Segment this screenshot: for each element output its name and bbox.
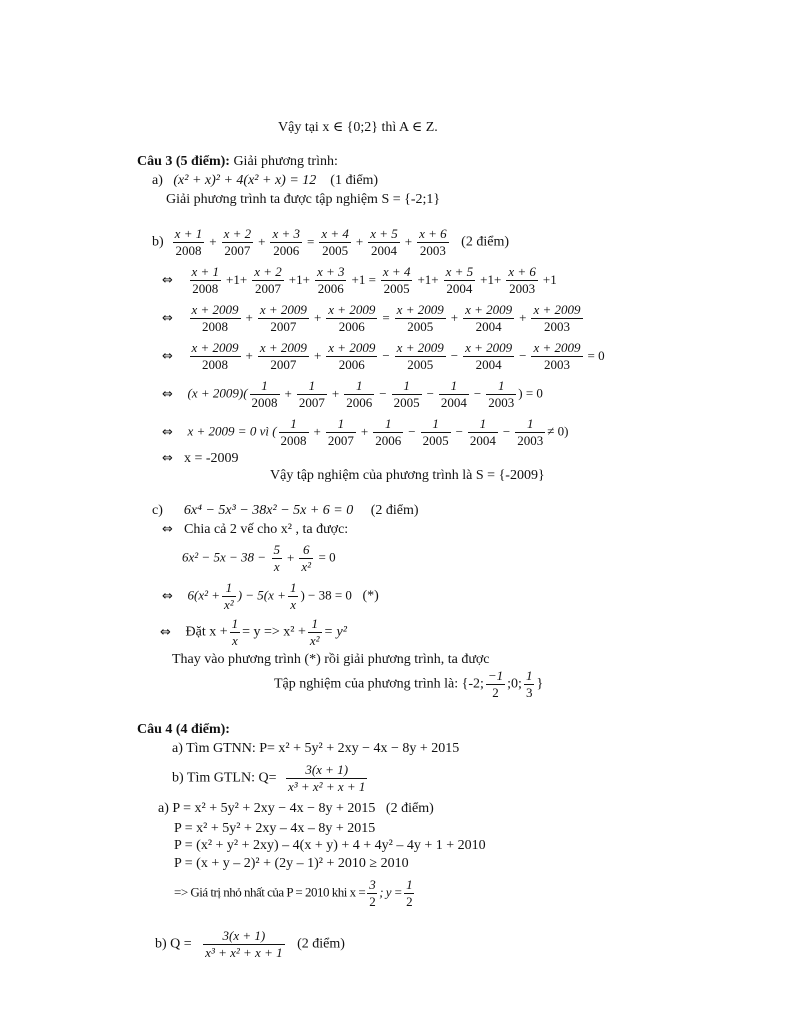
q3c-equation: 6x⁴ − 5x³ − 38x² − 5x + 6 = 0	[183, 503, 354, 518]
q3c-substitute: Thay vào phương trình (*) rồi giải phương trình, ta được	[172, 652, 490, 667]
q3a-result: Giải phương trình ta được tập nghiệm S = {-2;1}	[166, 192, 441, 207]
q4a-line-2: P = (x² + y² + 2xy) – 4(x + y) + 4 + 4y² – 4y + 1 + 2010	[174, 838, 486, 853]
q3c-step-2: ⇔ 6(x² + $\frac{1}{\text{x²}}$ ) − 5(x + $\frac{1}{x}$ ) − 38 = 0 (*)	[162, 580, 379, 612]
fraction: $\frac{x + 1}{2008}$	[174, 226, 203, 258]
fraction: $\frac{x + 4}{2005}$	[321, 226, 349, 258]
q3b-label: b)	[152, 234, 164, 250]
q3a-label: a)	[152, 173, 163, 188]
q4a-min-line: => Giá trị nhỏ nhất của P = 2010 khi x = $\frac{3}{2}$ ; y = $\frac{1}{2}$	[174, 877, 413, 909]
q3b-conclusion: Vậy tập nghiệm của phương trình là S = {-2009}	[270, 468, 545, 483]
q3b-points: (2 điểm)	[461, 234, 509, 250]
q3b-step-3: ⇔ $\frac{x + 2009}{2008}$ + $\frac{x + 2009}{2007}$ + $\frac{x + 2009}{2006}$ − $\frac{x + 2009}{2005}$ − $\frac{x + 2009}{2004}$ − $\frac{x + 2009}{2003}$ = 0	[162, 340, 605, 372]
q3b-step-2: ⇔ $\frac{x + 2009}{2008}$ + $\frac{x + 2009}{2007}$ + $\frac{x + 2009}{2006}$ = $\frac{x + 2009}{2005}$ + $\frac{x + 2009}{2004}$ + $\frac{x + 2009}{2003}$	[162, 302, 581, 334]
q3b-line-1: b) $\frac{x + 1}{2008}$ + $\frac{x + 2}{2007}$ + $\frac{x + 3}{2006}$ = $\frac{x + 4}{2005}$ + $\frac{x + 5}{2004}$ + $\frac{x + 6}{2003}$ (2 điểm)	[152, 226, 509, 258]
q3c-solution: Tập nghiệm của phương trình là: {-2; $\frac{-1}{2}$ ;0; $\frac{1}{3}$ }	[274, 668, 544, 700]
q3-title-rest: Giải phương trình:	[229, 154, 338, 169]
q3b-step-1: ⇔ $\frac{x + 1}{2008}$ +1+ $\frac{x + 2}{2007}$ +1+ $\frac{x + 3}{2006}$ +1 = $\frac{x + 4}{2005}$ +1+ $\frac{x + 5}{2004}$ +1+ $\frac{x + 6}{2003}$ +1	[162, 264, 557, 296]
q4b-task: b) Tìm GTLN: Q= $\frac{3(x + 1)}{\text{x³ + x² + x + 1}}$	[172, 762, 366, 794]
q3a-points: (1 điểm)	[330, 173, 379, 188]
q3a-equation: (x² + x)² + 4(x² + x) = 12	[173, 173, 317, 188]
q3c-divide: ⇔ Chia cả 2 vế cho x² , ta được:	[162, 522, 349, 537]
q4a-task: a) Tìm GTNN: P= x² + 5y² + 2xy − 4x − 8y + 2015	[172, 741, 460, 756]
q3b-step-4: ⇔ (x + 2009)( $\frac{1}{2008}$ + $\frac{1}{2007}$ + $\frac{1}{2006}$ − $\frac{1}{2005}$ − $\frac{1}{2004}$ − $\frac{1}{2003}$ ) = 0	[162, 378, 543, 410]
q3-heading	[137, 153, 338, 171]
q3c-step-1: 6x² − 5x − 38 − $\frac{5}{x}$ + $\frac{6}{\text{x²}}$ = 0	[182, 542, 336, 574]
q3-title: Câu 3 (5 điểm):	[137, 154, 230, 169]
fraction: $\frac{x + 6}{2003}$	[419, 226, 447, 258]
q3c-step-3: ⇔ Đặt x + $\frac{1}{x}$ = y => x² + $\frac{1}{\text{x²}}$ = y²	[160, 616, 347, 648]
q3a-line	[152, 172, 378, 190]
q3b-step-6: ⇔ x = -2009	[162, 451, 239, 466]
q4a-solution-head: a) P = x² + 5y² + 2xy − 4x − 8y + 2015 (2 điểm)	[158, 801, 434, 816]
q3c-points: (2 điểm)	[370, 503, 419, 518]
intro-line: Vậy tại x ∈ {0;2} thì A ∈ Z.	[278, 120, 438, 135]
q4a-line-3: P = (x + y – 2)² + (2y – 1)² + 2010 ≥ 2010	[174, 856, 409, 871]
q4b-solution-head: b) Q = $\frac{3(x + 1)}{\text{x³ + x² + x + 1}}$ (2 điểm)	[155, 928, 345, 960]
q3c-line: c) 6x⁴ − 5x³ − 38x² − 5x + 6 = 0 (2 điểm)	[152, 503, 419, 518]
fraction: $\frac{x + 2}{2007}$	[223, 226, 252, 258]
fraction: $\frac{x + 5}{2004}$	[370, 226, 398, 258]
equivalence-symbol: ⇔	[162, 272, 173, 288]
q4a-line-1: P = x² + 5y² + 2xy – 4x – 8y + 2015	[174, 821, 376, 836]
q4-title: Câu 4 (4 điểm):	[137, 722, 230, 737]
q3b-step-5: ⇔ x + 2009 = 0 vì ( $\frac{1}{2008}$ + $\frac{1}{2007}$ + $\frac{1}{2006}$ − $\frac{1}{2005}$ − $\frac{1}{2004}$ − $\frac{1}{2003}$ ≠ 0)	[162, 416, 569, 448]
fraction: $\frac{x + 3}{2006}$	[272, 226, 300, 258]
